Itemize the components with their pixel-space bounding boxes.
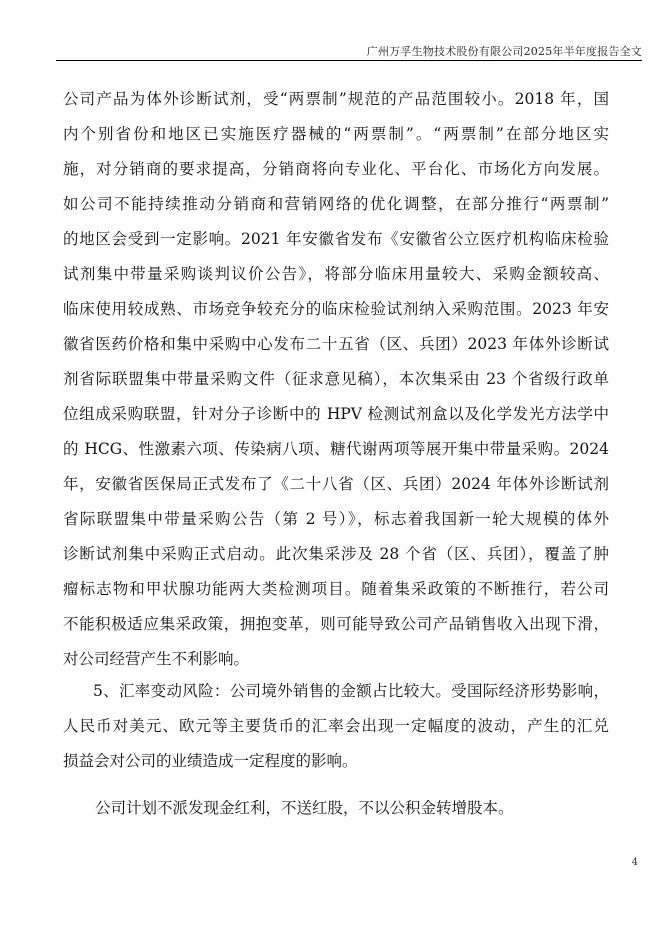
paragraph-line: 临床使用较成熟、市场竞争较充分的临床检验试剂纳入采购范围。2023 年安 [63,300,609,318]
paragraph-line: 施，对分销商的要求提高，分销商将向专业化、平台化、市场化方向发展。 [63,160,609,178]
paragraph-line: 不能积极适应集采政策，拥抱变革，则可能导致公司产品销售收入出现下滑， [63,615,609,633]
paragraph-line: 剂省际联盟集中带量采购文件（征求意见稿），本次集采由 23 个省级行政单 [63,370,609,388]
paragraph-line: 对公司经营产生不利影响。 [63,650,250,668]
paragraph-line: 人民币对美元、欧元等主要货币的汇率会出现一定幅度的波动，产生的汇兑 [63,717,609,735]
paragraph-line: 损益会对公司的业绩造成一定程度的影响。 [63,752,358,770]
paragraph-line: 内个别省份和地区已实施医疗器械的“两票制”。“两票制”在部分地区实 [63,125,609,143]
paragraph-line: 的地区会受到一定影响。2021 年安徽省发布《安徽省公立医疗机构临床检验 [63,230,609,248]
paragraph-line: 省际联盟集中带量采购公告（第 2 号）》，标志着我国新一轮大规模的体外 [63,510,609,528]
paragraph-line: 试剂集中带量采购谈判议价公告》，将部分临床用量较大、采购金额较高、 [63,265,609,283]
paragraph-line: 瘤标志物和甲状腺功能两大类检测项目。随着集采政策的不断推行，若公司 [63,580,609,598]
exchange-rate-risk-paragraph [63,674,609,779]
paragraph-line: 位组成采购联盟，针对分子诊断中的 HPV 检测试剂盒以及化学发光方法学中 [63,405,609,423]
page-number: 4 [631,857,638,868]
paragraph-line: 的 HCG、性激素六项、传染病八项、糖代谢两项等展开集中带量采购。2024 [63,440,609,458]
paragraph-line: 公司产品为体外诊断试剂，受“两票制”规范的产品范围较小。2018 年，国 [63,90,609,108]
paragraph-line: 年，安徽省医保局正式发布了《二十八省（区、兵团）2024 年体外诊断试剂 [63,475,609,493]
dividend-plan-statement: 公司计划不派发现金红利，不送红股，不以公积金转增股本。 [95,799,514,817]
industry-policy-risk-paragraph [63,82,609,677]
paragraph-line: 诊断试剂集中采购正式启动。此次集采涉及 28 个省（区、兵团），覆盖了肿 [63,545,609,563]
paragraph-line: 徽省医药价格和集中采购中心发布二十五省（区、兵团）2023 年体外诊断试 [63,335,609,353]
paragraph-line: 5、汇率变动风险：公司境外销售的金额占比较大。受国际经济形势影响， [93,682,609,700]
running-header: 广州万孚生物技术股份有限公司2025年半年度报告全文 [366,45,642,58]
paragraph-line: 如公司不能持续推动分销商和营销网络的优化调整，在部分推行“两票制” [63,195,609,213]
header-divider [56,60,642,61]
